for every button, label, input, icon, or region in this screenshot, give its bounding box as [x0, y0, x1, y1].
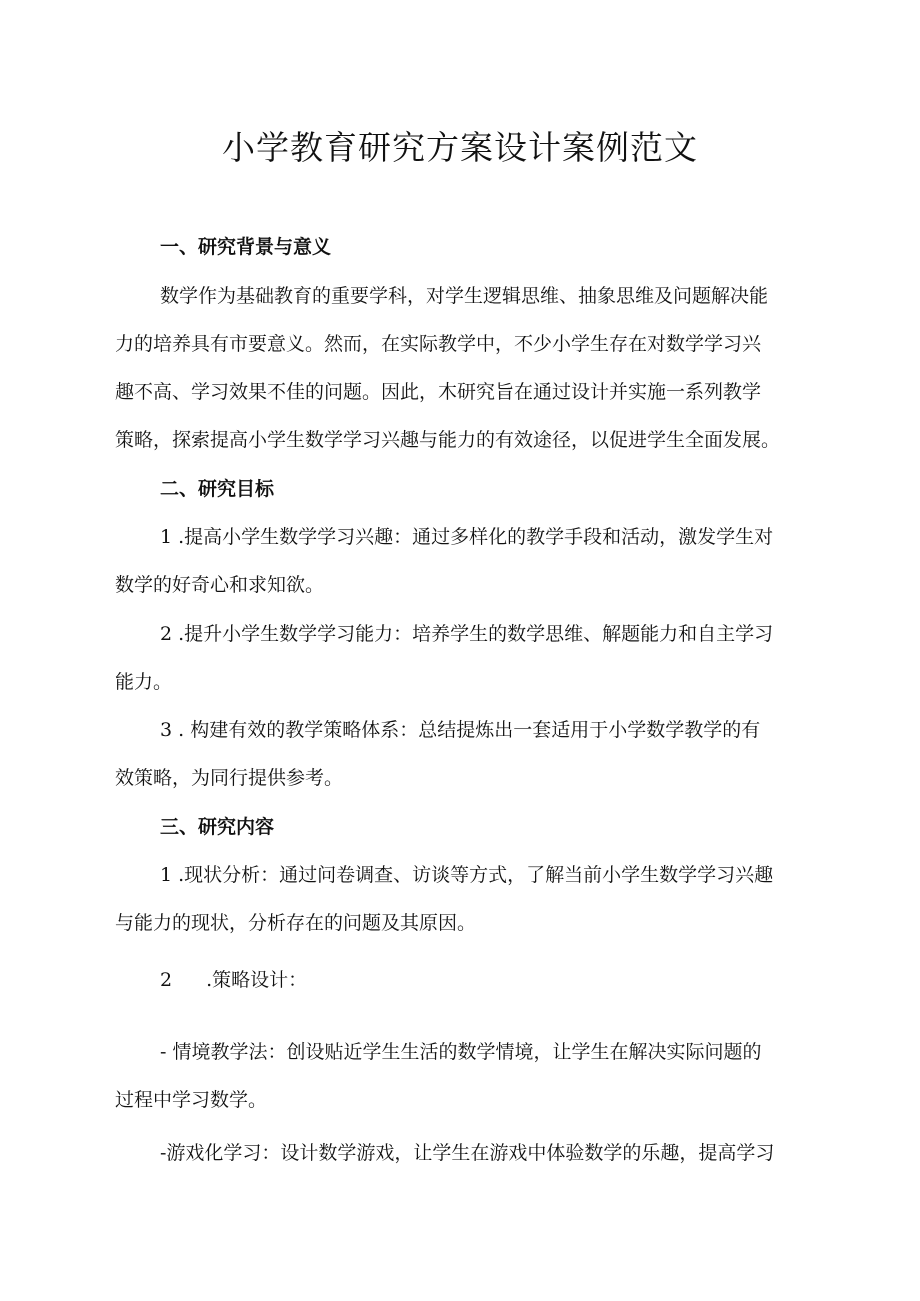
paragraph-line: 数学的好奇心和求知欲。 [115, 574, 325, 596]
bullet-situational-line: - 情境教学法：创设贴近学生生活的数学情境，让学生在解决实际问题的 [160, 1041, 762, 1063]
goal-3-number: 3 [160, 719, 173, 741]
bullet-gamified-line: -游戏化学习：设计数学游戏，让学生在游戏中体验数学的乐趣，提高学习 [160, 1142, 775, 1164]
content-item-1-number: 1 [160, 864, 173, 886]
paragraph-line: 趣不高、学习效果不佳的问题。因此，木研究旨在通过设计并实施一系列教学 [115, 381, 762, 403]
content-item-1-text: .现状分析：通过问卷调查、访谈等方式，了解当前小学生数学学习兴趣 [178, 864, 774, 886]
goal-2-line [160, 619, 773, 646]
content-item-1-line [160, 860, 773, 887]
goal-1-line [160, 522, 773, 549]
section-heading-background: 一、研究背景与意义 [160, 236, 332, 258]
document-title: 小学教育研究方案设计案例范文 [222, 128, 698, 167]
content-item-2-line [160, 965, 307, 992]
content-item-2-text: .策略设计： [206, 969, 308, 991]
paragraph-line: 过程中学习数学。 [115, 1089, 268, 1111]
paragraph-line: 数学作为基础教育的重要学科，对学生逻辑思维、抽象思维及问题解决能 [160, 285, 769, 307]
goal-1-number: 1 [160, 526, 173, 548]
paragraph-line: 与能力的现状，分析存在的问题及其原因。 [115, 912, 477, 934]
goal-3-text: . 构建有效的教学策略体系：总结提炼出一套适用于小学数学教学的有 [178, 719, 761, 741]
goal-3-line [160, 715, 760, 742]
paragraph-line: 力的培养具有市要意义。然而，在实际教学中，不少小学生存在对数学学习兴 [115, 333, 762, 355]
goal-2-number: 2 [160, 623, 173, 645]
section-heading-content: 三、研究内容 [160, 816, 275, 838]
paragraph-line: 效策略，为同行提供参考。 [115, 767, 344, 789]
paragraph-line: 策略，探索提高小学生数学学习兴趣与能力的有效途径，以促进学生全面发展。 [115, 429, 781, 451]
section-heading-goals: 二、研究目标 [160, 478, 275, 500]
paragraph-line: 能力。 [115, 671, 173, 693]
content-item-2-number: 2 [160, 969, 173, 991]
goal-1-text: .提高小学生数学学习兴趣：通过多样化的教学手段和活动，激发学生对 [178, 526, 774, 548]
goal-2-text: .提升小学生数学学习能力：培养学生的数学思维、解题能力和自主学习 [178, 623, 774, 645]
